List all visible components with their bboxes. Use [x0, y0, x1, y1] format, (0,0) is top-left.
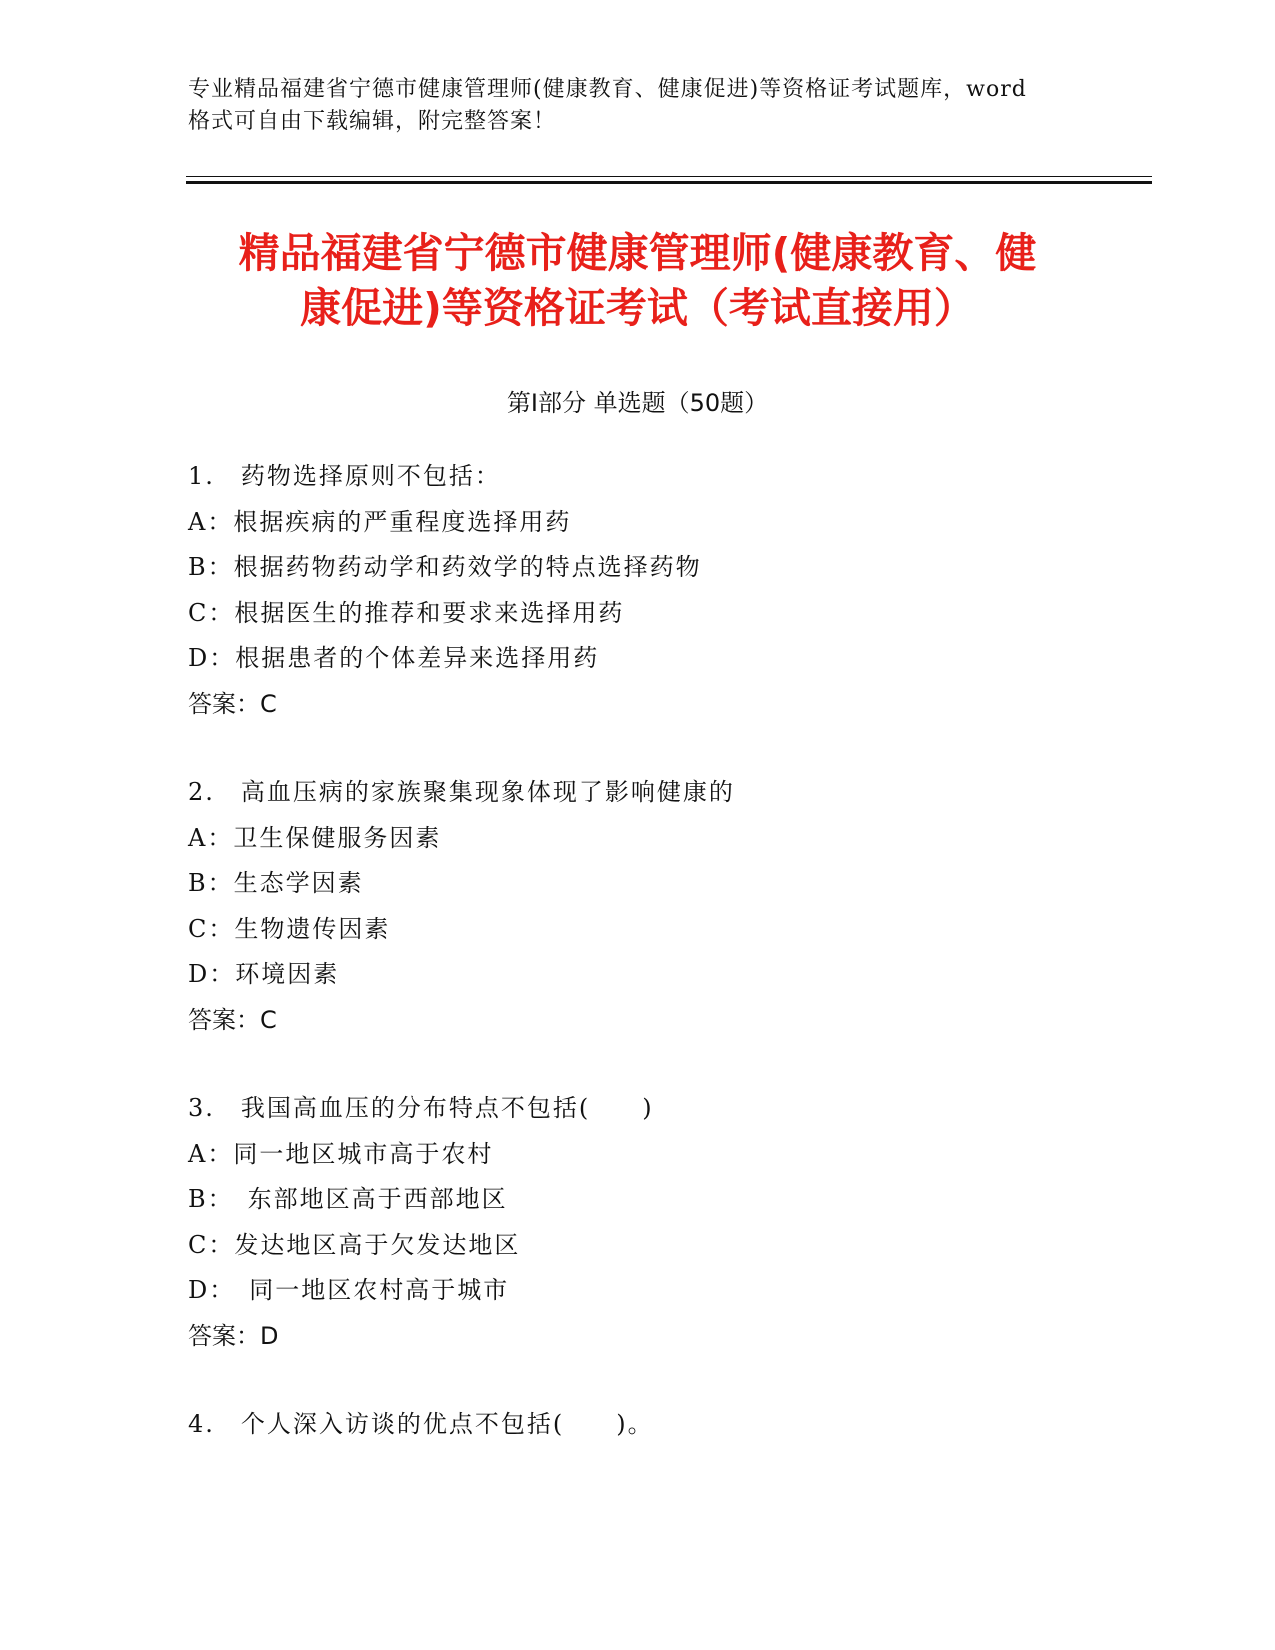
option-a: A：卫生保健服务因素: [188, 823, 442, 852]
option-d: D：环境因素: [188, 960, 340, 988]
title-line: 康促进)等资格证考试（考试直接用）: [300, 284, 975, 332]
option-c: C：根据医生的推荐和要求来选择用药: [188, 598, 625, 627]
option-b: B： 东部地区高于西部地区: [188, 1185, 508, 1213]
answer-text: 答案：C: [188, 1005, 277, 1034]
question-stem: 4. 个人深入访谈的优点不包括( )。: [188, 1410, 654, 1438]
intro-text: [188, 74, 1088, 138]
option-b: B：根据药物药动学和药效学的特点选择药物: [188, 553, 702, 581]
question-1: [188, 454, 1148, 727]
intro-line: 专业精品福建省宁德市健康管理师(健康教育、健康促进)等资格证考试题库，word: [188, 77, 1027, 102]
option-b: B：生态学因素: [188, 869, 364, 897]
option-d: D：根据患者的个体差异来选择用药: [188, 644, 600, 672]
question-stem: 2. 高血压病的家族聚集现象体现了影响健康的: [188, 778, 735, 806]
question-4: [188, 1402, 1148, 1448]
question-stem: 1. 药物选择原则不包括：: [188, 462, 501, 490]
intro-line: 格式可自由下载编辑，附完整答案！: [188, 109, 557, 134]
option-d: D： 同一地区农村高于城市: [188, 1276, 510, 1304]
question-2: [188, 770, 1148, 1043]
answer-text: 答案：D: [188, 1321, 279, 1350]
option-a: A：根据疾病的严重程度选择用药: [188, 507, 572, 536]
document-title: [150, 226, 1125, 336]
question-stem: 3. 我国高血压的分布特点不包括( ): [188, 1094, 654, 1122]
answer-text: 答案：C: [188, 689, 277, 718]
header-rule-thin: [186, 176, 1152, 177]
header-rule-thick: [186, 181, 1152, 184]
option-c: C：发达地区高于欠发达地区: [188, 1230, 521, 1259]
section-heading: 第Ⅰ部分 单选题（50题）: [506, 389, 769, 417]
option-c: C：生物遗传因素: [188, 914, 391, 943]
question-3: [188, 1086, 1148, 1359]
option-a: A：同一地区城市高于农村: [188, 1139, 494, 1168]
title-line: 精品福建省宁德市健康管理师(健康教育、健: [238, 229, 1037, 277]
